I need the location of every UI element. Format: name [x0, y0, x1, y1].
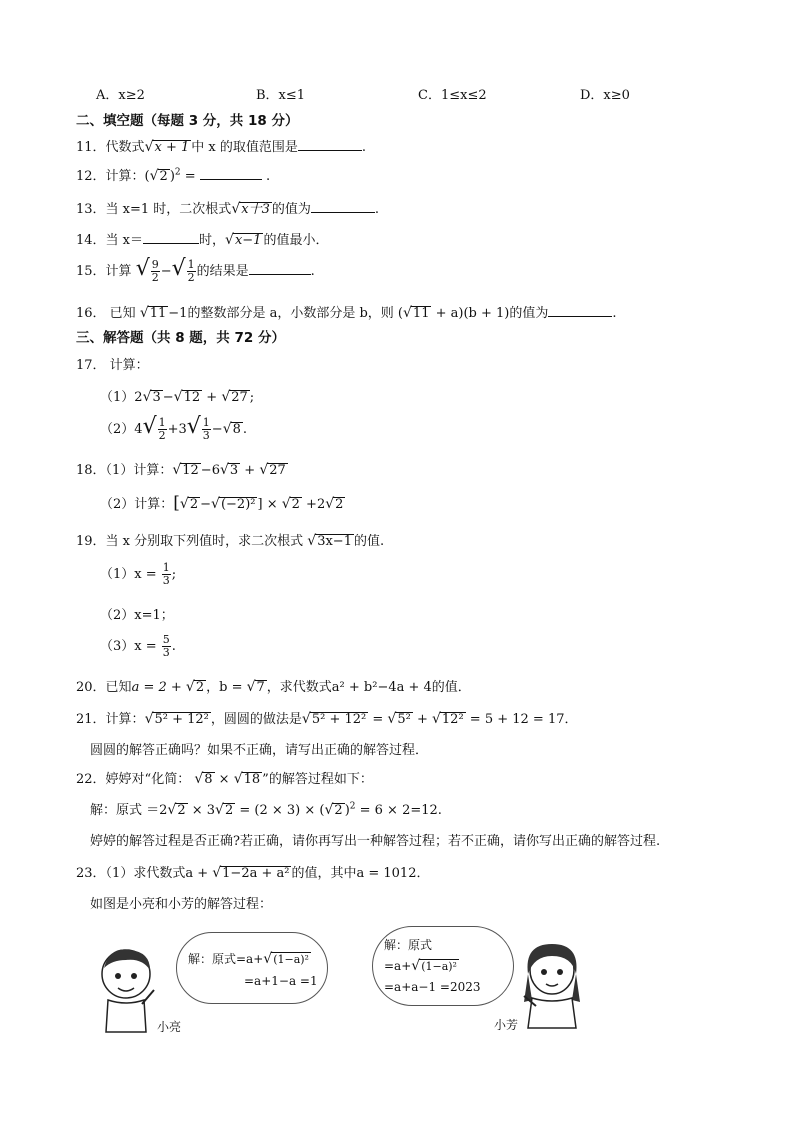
girl-solution-line-3: =a+a−1 =2023 [384, 980, 481, 994]
option-b: B．x≤1 [256, 88, 306, 103]
option-c: C．1≤x≤2 [418, 88, 487, 103]
question-18-part-2: （2）计算：[√2 −√(−2)² ] × √2 +2√2 [100, 493, 344, 513]
boy-solution-line-1: 解：原式=a+√(1−a)² [188, 951, 309, 967]
question-23: 23．（1）求代数式a + √1−2a + a² 的值，其中a = 1012． [76, 865, 430, 881]
question-11: 11．代数式√x + 1 中 x 的取值范围是 . [76, 139, 366, 155]
boy-solution-line-2: =a+1−a =1 [244, 974, 318, 988]
section-fill-blank-title: 二、填空题（每题 3 分，共 18 分） [76, 113, 299, 129]
question-18-part-1: 18．（1）计算：√12 −6√3 + √27 [76, 462, 286, 478]
question-21-followup: 圆圆的解答正确吗？如果不正确，请写出正确的解答过程． [90, 743, 429, 758]
boy-thought-bubble [176, 932, 328, 1004]
question-23-intro: 如图是小亮和小芳的解答过程： [90, 897, 273, 912]
question-19-part-3: （3）x = $\frac{5}{3}$ . [100, 633, 176, 659]
girl-solution-line-1: 解：原式 [384, 938, 433, 952]
question-22-solution: 解：原式 ＝2√2 × 3√2 = (2 × 3) × (√2 )$^2$ = 6 × 2=12. [90, 801, 442, 818]
question-17-part-1: （1）2√3 −√12 + √27 ; [100, 389, 255, 405]
question-22-followup: 婷婷的解答过程是否正确?若正确，请你再写出一种解答过程；若不正确，请你写出正确的解答过程. [90, 834, 661, 849]
option-d: D．x≥0 [580, 88, 630, 103]
question-12: 12．计算：(√2 )$^2$ = . [76, 167, 271, 184]
question-13: 13．当 x=1 时，二次根式√x十3 的值为 . [76, 201, 379, 217]
question-21: 21．计算：√5² + 12² ，圆圆的做法是√5² + 12² = √5² + √12² = 5 + 12 = 17． [76, 711, 578, 727]
section-answer-title: 三、解答题（共 8 题，共 72 分） [76, 330, 285, 346]
question-20: 20．已知a = 2 + √2 ，b = √7 ，求代数式a² + b²−4a + 4的值． [76, 679, 471, 695]
boy-illustration [96, 944, 160, 1036]
question-19-part-2: （2）x=1； [100, 608, 174, 623]
girl-name: 小芳 [494, 1018, 519, 1032]
girl-illustration [516, 940, 586, 1032]
question-19-part-1: （1）x = $\frac{1}{3}$ ; [100, 561, 177, 587]
question-17-part-2: （2）4√ $\frac{1}{2}$ +3√ $\frac{1}{3}$ −√8 . [100, 414, 248, 442]
question-17: 17． 计算： [76, 358, 149, 373]
question-14: 14．当 x＝ 时，√x−1 的值最小． [76, 232, 329, 248]
question-22: 22．婷婷对“化简： √8 × √18 ”的解答过程如下： [76, 771, 373, 787]
question-19: 19．当 x 分别取下列值时，求二次根式 √3x−1 的值. [76, 533, 385, 549]
girl-solution-line-2: =a+√(1−a)² [384, 958, 457, 974]
boy-name: 小亮 [157, 1020, 182, 1034]
option-a: A．x≥2 [96, 88, 145, 103]
question-15: 15．计算 √ $\frac{9}{2}$ −√ $\frac{1}{2}$ 的结果是 . [76, 256, 315, 284]
question-16: 16． 已知 √11 −1的整数部分是 a，小数部分是 b，则 (√11 + a)(b + 1)的值为 . [76, 305, 617, 321]
